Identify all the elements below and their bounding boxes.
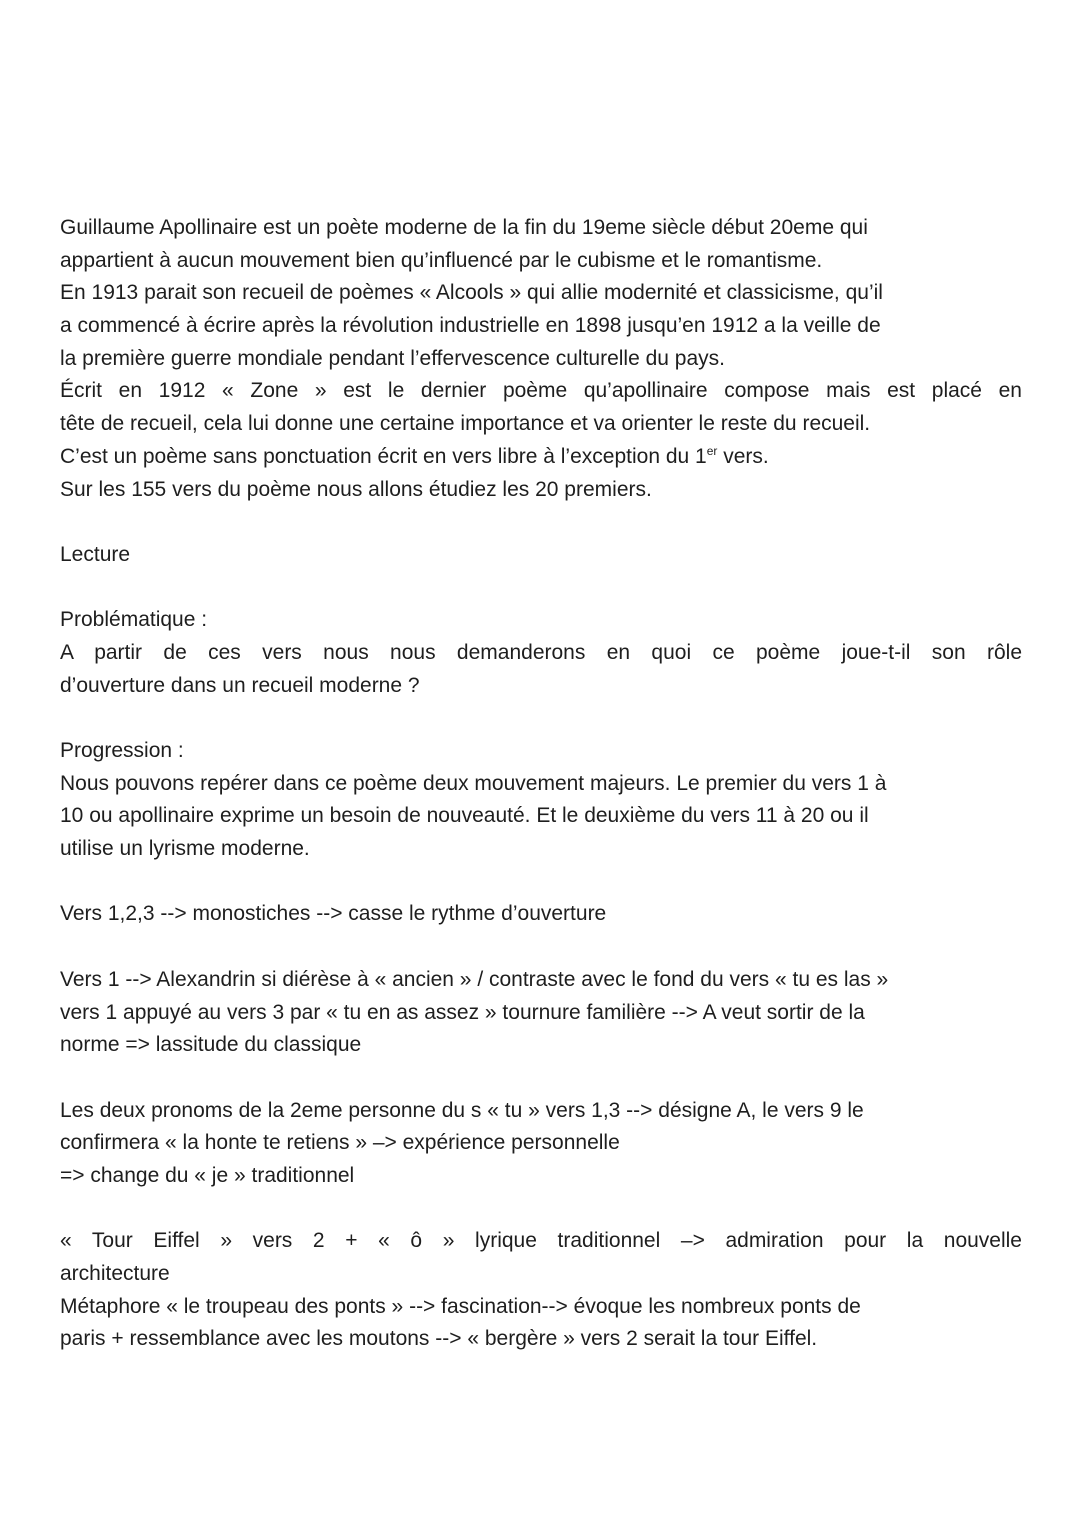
text-line: Nous pouvons repérer dans ce poème deux mouvement majeurs. Le premier du vers 1 à	[60, 771, 887, 795]
blank-line	[60, 702, 1022, 735]
text-line: la première guerre mondiale pendant l’effervescence culturelle du pays.	[60, 346, 725, 370]
document-page	[60, 212, 1022, 1356]
section-heading: Problématique :	[60, 608, 208, 632]
text-line: a commencé à écrire après la révolution industrielle en 1898 jusqu’en 1912 a la veille de	[60, 314, 881, 338]
text-line: Vers 1 --> Alexandrin si diérèse à « ancien » / contraste avec le fond du vers « tu es las »	[60, 967, 889, 991]
text-line: appartient à aucun mouvement bien qu’influencé par le cubisme et le romantisme.	[60, 248, 823, 272]
text-line: architecture	[60, 1262, 170, 1285]
text-line: confirmera « la honte te retiens » –> expérience personnelle	[60, 1131, 620, 1155]
superscript: er	[706, 443, 718, 458]
analysis-paragraph	[60, 964, 1022, 1062]
text-line: utilise un lyrisme moderne.	[60, 837, 310, 861]
text-line: d’ouverture dans un recueil moderne ?	[60, 673, 420, 697]
text-fragment: C’est un poème sans ponctuation écrit en vers libre à l’exception du 1	[60, 444, 707, 468]
blank-line	[60, 931, 1022, 964]
blank-line	[60, 1193, 1022, 1226]
analysis-paragraph	[60, 1095, 1022, 1193]
text-line: Les deux pronoms de la 2eme personne du s « tu » vers 1,3 --> désigne A, le vers 9 le	[60, 1098, 864, 1122]
text-line: En 1913 parait son recueil de poèmes « Alcools » qui allie modernité et classicisme, qu’il	[60, 281, 883, 305]
text-line: norme => lassitude du classique	[60, 1033, 362, 1057]
text-line: Guillaume Apollinaire est un poète moderne de la fin du 19eme siècle début 20eme qui	[60, 216, 868, 239]
text-line: Vers 1,2,3 --> monostiches --> casse le rythme d’ouverture	[60, 902, 607, 926]
text-line: A partir de ces vers nous nous demanderons en quoi ce poème joue-t-il son rôle	[60, 640, 1022, 664]
blank-line	[60, 506, 1022, 539]
text-line: => change du « je » traditionnel	[60, 1163, 355, 1187]
intro-paragraph	[60, 212, 1022, 506]
section-heading: Progression :	[60, 739, 184, 762]
text-line: paris + ressemblance avec les moutons --> « bergère » vers 2 serait la tour Eiffel.	[60, 1327, 818, 1351]
blank-line	[60, 1062, 1022, 1095]
text-fragment: vers.	[717, 444, 769, 468]
text-line: Écrit en 1912 « Zone » est le dernier poème qu’apollinaire compose mais est placé en	[60, 379, 1022, 403]
problematique-section	[60, 604, 1022, 702]
blank-line	[60, 572, 1022, 605]
text-line: vers 1 appuyé au vers 3 par « tu en as assez » tournure familière --> A veut sortir de la	[60, 1000, 865, 1024]
text-line: Sur les 155 vers du poème nous allons étudiez les 20 premiers.	[60, 477, 652, 501]
progression-section	[60, 735, 1022, 866]
text-line	[60, 441, 1022, 474]
text-line: « Tour Eiffel » vers 2 + « ô » lyrique traditionnel –> admiration pour la nouvelle	[60, 1229, 1022, 1253]
analysis-paragraph	[60, 898, 1022, 931]
text-line: Métaphore « le troupeau des ponts » --> fascination--> évoque les nombreux ponts de	[60, 1294, 861, 1318]
text-line: tête de recueil, cela lui donne une certaine importance et va orienter le reste du recueil.	[60, 412, 871, 436]
text-line: 10 ou apollinaire exprime un besoin de nouveauté. Et le deuxième du vers 11 à 20 ou il	[60, 804, 869, 828]
blank-line	[60, 866, 1022, 899]
analysis-paragraph	[60, 1225, 1022, 1356]
section-heading-lecture: Lecture	[60, 542, 131, 566]
